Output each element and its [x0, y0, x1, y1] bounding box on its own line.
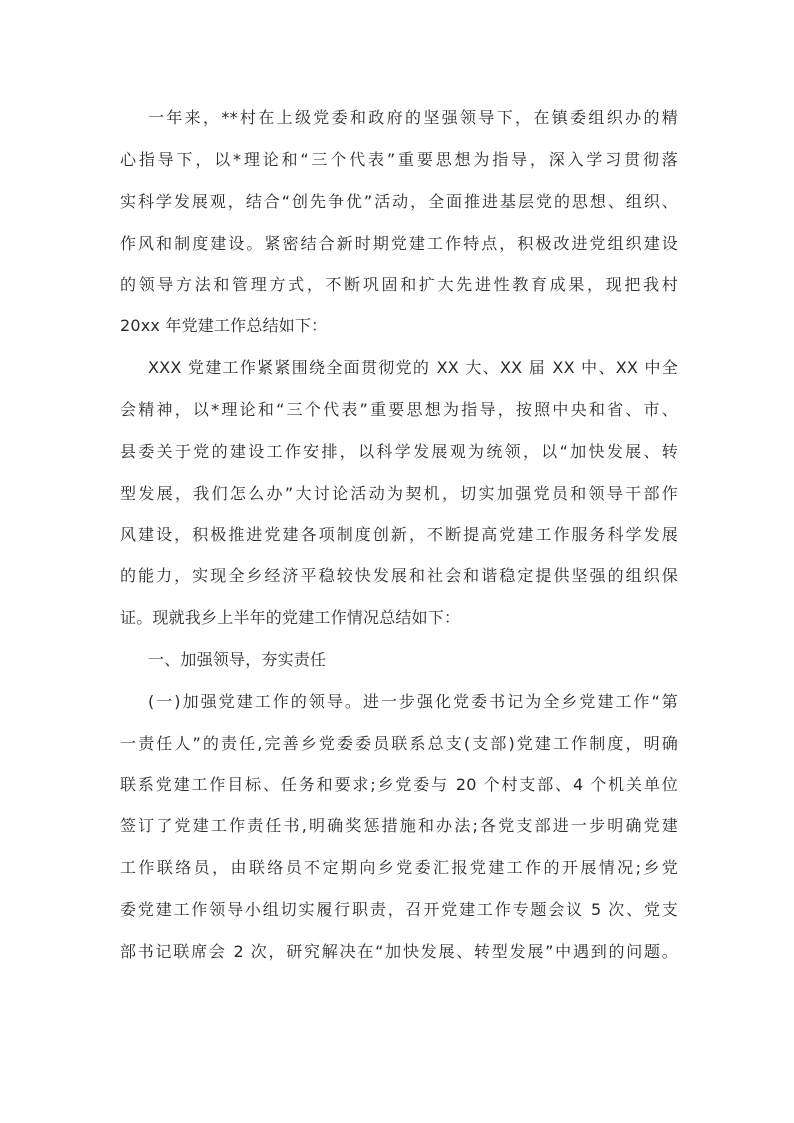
- paragraph-1-line-4: 作风和制度建设。紧密结合新时期党建工作特点，积极改进党组织建设: [120, 234, 678, 253]
- paragraph-1-line-6: 20xx 年党建工作总结如下：: [120, 316, 328, 335]
- paragraph-4-line-2: 一责任人”的责任,完善乡党委委员联系总支(支部)党建工作制度，明确: [120, 734, 678, 753]
- paragraph-2-line-5: 风建设，积极推进党建各项制度创新，不断提高党建工作服务科学发展: [120, 525, 678, 544]
- paragraph-2-line-1: XXX 党建工作紧紧围绕全面贯彻党的 XX 大、XX 届 XX 中、XX 中全: [148, 358, 678, 377]
- paragraph-1-line-5: 的领导方法和管理方式，不断巩固和扩大先进性教育成果，现把我村: [120, 275, 678, 294]
- paragraph-4-line-7: 部书记联席会 2 次，研究解决在“加快发展、转型发展”中遇到的问题。: [120, 942, 678, 961]
- paragraph-4-line-6: 委党建工作领导小组切实履行职责，召开党建工作专题会议 5 次、党支: [120, 900, 678, 919]
- paragraph-4-line-1: (一)加强党建工作的领导。进一步强化党委书记为全乡党建工作“第: [148, 692, 678, 711]
- paragraph-1-line-1: 一年来，**村在上级党委和政府的坚强领导下，在镇委组织办的精: [148, 108, 678, 127]
- paragraph-4-line-4: 签订了党建工作责任书,明确奖惩措施和办法;各党支部进一步明确党建: [120, 816, 678, 835]
- paragraph-2-line-4: 型发展，我们怎么办”大讨论活动为契机，切实加强党员和领导干部作: [120, 484, 678, 503]
- paragraph-1-line-3: 实科学发展观，结合“创先争优”活动，全面推进基层党的思想、组织、: [120, 192, 678, 211]
- paragraph-2-line-6: 的能力，实现全乡经济平稳较快发展和社会和谐稳定提供坚强的组织保: [120, 566, 678, 585]
- paragraph-2-line-2: 会精神，以*理论和“三个代表”重要思想为指导，按照中央和省、市、: [120, 400, 678, 419]
- paragraph-1-line-2: 心指导下，以*理论和“三个代表”重要思想为指导，深入学习贯彻落: [120, 150, 678, 169]
- paragraph-4-line-5: 工作联络员，由联络员不定期向乡党委汇报党建工作的开展情况;乡党: [120, 858, 678, 877]
- paragraph-4-line-3: 联系党建工作目标、任务和要求;乡党委与 20 个村支部、4 个机关单位: [120, 775, 678, 794]
- paragraph-2-line-7: 证。现就我乡上半年的党建工作情况总结如下：: [120, 608, 461, 627]
- section-heading: 一、加强领导，夯实责任: [148, 650, 327, 669]
- paragraph-2-line-3: 县委关于党的建设工作安排，以科学发展观为统领，以“加快发展、转: [120, 442, 678, 461]
